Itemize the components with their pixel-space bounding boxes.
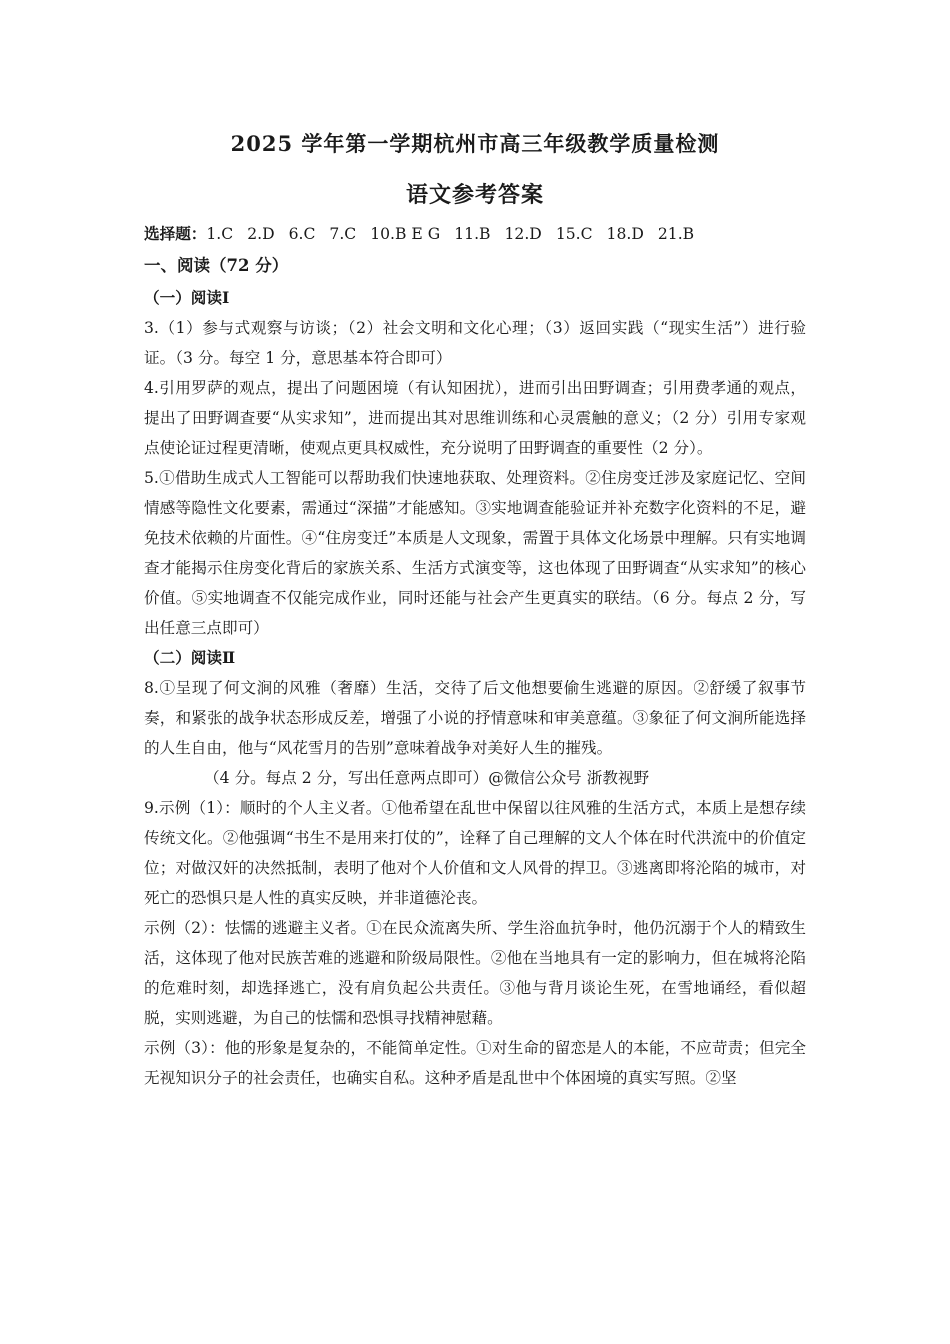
answer-q9-example-2: 示例（2）：怯懦的逃避主义者。①在民众流离失所、学生浴血抗争时，他仍沉溺于个人的精致生活，这体现了他对民族苦难的逃避和阶级局限性。②他在当地具有一定的影响力，但在城将沦陷的危难时刻，却选择逃亡，没有肩负起公共责任。③他与背月谈论生死，在雪地诵经，看似超脱，实则逃避，为自己的怯懦和恐惧寻找精神慰藉。 (144, 919, 806, 1027)
answer-q9-example-3: 示例（3）：他的形象是复杂的，不能简单定性。①对生命的留恋是人的本能，不应苛责；但完全无视知识分子的社会责任，也确实自私。这种矛盾是乱世中个体困境的真实写照。②坚 (144, 1039, 806, 1087)
part-heading-reading-1: （一）阅读Ⅰ (144, 288, 230, 307)
part-heading-reading-2: （二）阅读Ⅱ (144, 648, 236, 667)
page-title: 2025 学年第一学期杭州市高三年级教学质量检测 (230, 131, 720, 156)
section-heading-reading: 一、阅读（72 分） (144, 256, 289, 275)
page-subtitle: 语文参考答案 (405, 182, 544, 208)
choice-item: 7.C (329, 225, 357, 243)
answer-q8-scoring-note: （4 分。每点 2 分，写出任意两点即可）@微信公众号 浙教视野 (204, 769, 650, 787)
choice-label: 选择题： (144, 224, 207, 243)
answer-q9-example-1: 9.示例（1）：顺时的个人主义者。①他希望在乱世中保留以往风雅的生活方式，本质上是想存续传统文化。②他强调“书生不是用来打仗的”，诠释了自己理解的文人个体在时代洪流中的价值定位；对做汉奸的决然抵制，表明了他对个人价值和文人风骨的捍卫。③逃离即将沦陷的城市，对死亡的恐惧只是人性的真实反映，并非道德沦丧。 (144, 799, 806, 907)
choice-item: 11.B (454, 225, 491, 243)
answer-content (144, 219, 806, 1093)
answer-q8: 8.①呈现了何文涧的风雅（奢靡）生活，交待了后文他想要偷生逃避的原因。②舒缓了叙事节奏，和紧张的战争状态形成反差，增强了小说的抒情意味和审美意蕴。③象征了何文涧所能选择的人生自由，他与“风花雪月的告别”意味着战争对美好人生的摧残。 (144, 679, 806, 757)
answer-q5: 5.①借助生成式人工智能可以帮助我们快速地获取、处理资料。②住房变迁涉及家庭记忆、空间情感等隐性文化要素，需通过“深描”才能感知。③实地调查能验证并补充数字化资料的不足，避免技术依赖的片面性。④“住房变迁”本质是人文现象，需置于具体文化场景中理解。只有实地调查才能揭示住房变化背后的家族关系、生活方式演变等，这也体现了田野调查“从实求知”的核心价值。⑤实地调查不仅能完成作业，同时还能与社会产生更真实的联结。（6 分。每点 2 分，写出任意三点即可） (144, 469, 806, 637)
choice-item: 6.C (288, 225, 316, 243)
choice-item: 21.B (657, 225, 695, 243)
answer-q3: 3.（1）参与式观察与访谈；（2）社会文明和文化心理；（3）返回实践（“现实生活”）进行验证。（3 分。每空 1 分，意思基本符合即可） (144, 319, 806, 367)
choice-item: 2.D (247, 225, 275, 243)
choice-item: 1.C (206, 225, 234, 243)
multiple-choice-answers (144, 219, 806, 249)
choice-item: 10.B E G (370, 225, 441, 243)
answer-q4: 4.引用罗萨的观点，提出了问题困境（有认知困扰），进而引出田野调查；引用费孝通的观点，提出了田野调查要“从实求知”，进而提出其对思维训练和心灵震触的意义；（2 分）引用专家观点使论证过程更清晰，使观点更具权威性，充分说明了田野调查的重要性（2 分）。 (144, 379, 806, 457)
choice-item: 12.D (504, 225, 542, 243)
choice-item: 18.D (606, 225, 644, 243)
choice-item: 15.C (555, 225, 593, 243)
